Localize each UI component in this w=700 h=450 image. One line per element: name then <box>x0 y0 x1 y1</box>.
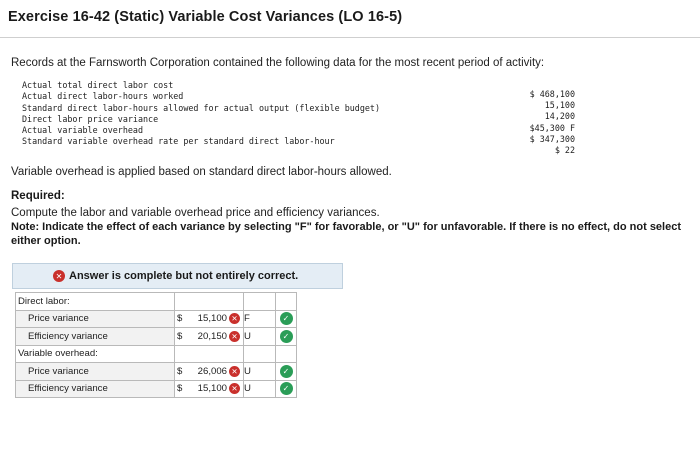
correct-check-icon: ✓ <box>280 312 293 325</box>
section-label: Variable overhead: <box>16 345 175 363</box>
currency-symbol: $ <box>177 313 183 325</box>
table-row <box>16 310 297 328</box>
currency-symbol: $ <box>177 365 183 377</box>
effect-select[interactable]: U <box>244 363 276 381</box>
data-value: $ 468,100 <box>529 89 575 99</box>
effect-select[interactable]: F <box>244 310 276 328</box>
amount-value: 15,100 <box>197 383 227 395</box>
data-label: Actual direct labor-hours worked <box>22 91 184 102</box>
row-label: Price variance <box>16 363 175 381</box>
data-values <box>495 89 575 156</box>
required-heading: Required: <box>11 190 65 202</box>
row-label: Efficiency variance <box>16 380 175 398</box>
section-row <box>16 293 297 311</box>
incorrect-icon: ✕ <box>229 331 240 342</box>
answer-status-banner <box>12 263 343 289</box>
section-label: Direct labor: <box>16 293 175 311</box>
x-circle-icon: ✕ <box>53 270 65 282</box>
incorrect-icon: ✕ <box>229 366 240 377</box>
data-value: 14,200 <box>544 111 575 122</box>
data-label: Standard variable overhead rate per standard direct labor-hour <box>22 136 335 147</box>
table-row <box>16 328 297 346</box>
data-label: Actual total direct labor cost <box>22 80 174 90</box>
title-divider <box>0 37 700 38</box>
amount-value: 20,150 <box>197 330 227 342</box>
incorrect-icon: ✕ <box>229 383 240 394</box>
required-note: Note: Indicate the effect of each variance by selecting "F" for favorable, or "U" for unfavorable. If there is no effect, do not select either option. <box>11 221 682 247</box>
data-value: $ 347,300 <box>529 133 575 144</box>
table-row <box>16 380 297 398</box>
currency-symbol: $ <box>177 383 183 395</box>
data-label: Standard direct labor-hours allowed for actual output (flexible budget) <box>22 102 380 113</box>
amount-input[interactable] <box>175 310 244 328</box>
answer-table <box>15 292 297 398</box>
amount-value: 15,100 <box>197 313 227 325</box>
correct-check-icon: ✓ <box>280 382 293 395</box>
amount-input[interactable] <box>175 328 244 346</box>
data-value: 15,100 <box>544 100 575 111</box>
amount-value: 26,006 <box>197 365 227 377</box>
effect-select[interactable]: U <box>244 328 276 346</box>
applied-note: Variable overhead is applied based on standard direct labor-hours allowed. <box>11 166 392 178</box>
correct-check-icon: ✓ <box>280 330 293 343</box>
required-text: Compute the labor and variable overhead price and efficiency variances. <box>11 207 380 219</box>
banner-text: Answer is complete but not entirely correct. <box>69 270 299 282</box>
data-label: Direct labor price variance <box>22 113 159 124</box>
incorrect-icon: ✕ <box>229 313 240 324</box>
section-row <box>16 345 297 363</box>
amount-input[interactable] <box>175 363 244 381</box>
intro-text: Records at the Farnsworth Corporation contained the following data for the most recent period of activity: <box>11 57 545 69</box>
effect-select[interactable]: U <box>244 380 276 398</box>
data-value: $ 22 <box>554 145 575 156</box>
data-label: Actual variable overhead <box>22 125 144 136</box>
table-row <box>16 363 297 381</box>
data-value: $45,300 F <box>529 122 575 133</box>
row-label: Price variance <box>16 310 175 328</box>
row-label: Efficiency variance <box>16 328 175 346</box>
amount-input[interactable] <box>175 380 244 398</box>
currency-symbol: $ <box>177 330 183 342</box>
correct-check-icon: ✓ <box>280 365 293 378</box>
page-title: Exercise 16-42 (Static) Variable Cost Variances (LO 16-5) <box>8 9 403 25</box>
